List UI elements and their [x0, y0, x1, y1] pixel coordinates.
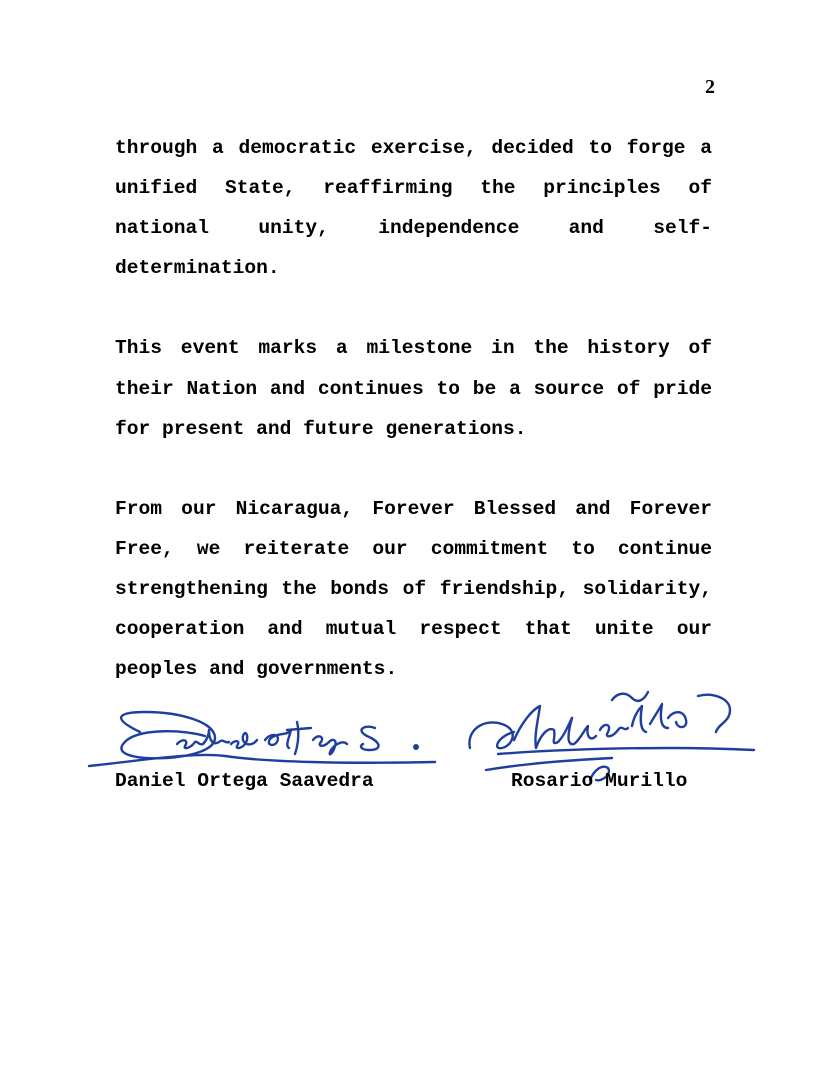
- signatory-name-ortega: Daniel Ortega Saavedra: [115, 770, 374, 792]
- signatory-name-murillo: Rosario Murillo: [511, 770, 688, 792]
- paragraph-1: through a democratic exercise, decided to forge a unified State, reaffirming the principles of national unity, independence and self-determination.: [115, 137, 712, 280]
- letter-body: [115, 128, 712, 689]
- page-number: 2: [705, 76, 715, 98]
- signature-ortega: [85, 700, 445, 780]
- paragraph-2: This event marks a milestone in the history of their Nation and continues to be a source of pride for present and future generations.: [115, 337, 712, 440]
- paragraph-3: From our Nicaragua, Forever Blessed and Forever Free, we reiterate our commitment to continue strengthening the bonds of friendship, solidarity, cooperation and mutual respect that unite our peoples and governments.: [115, 497, 712, 681]
